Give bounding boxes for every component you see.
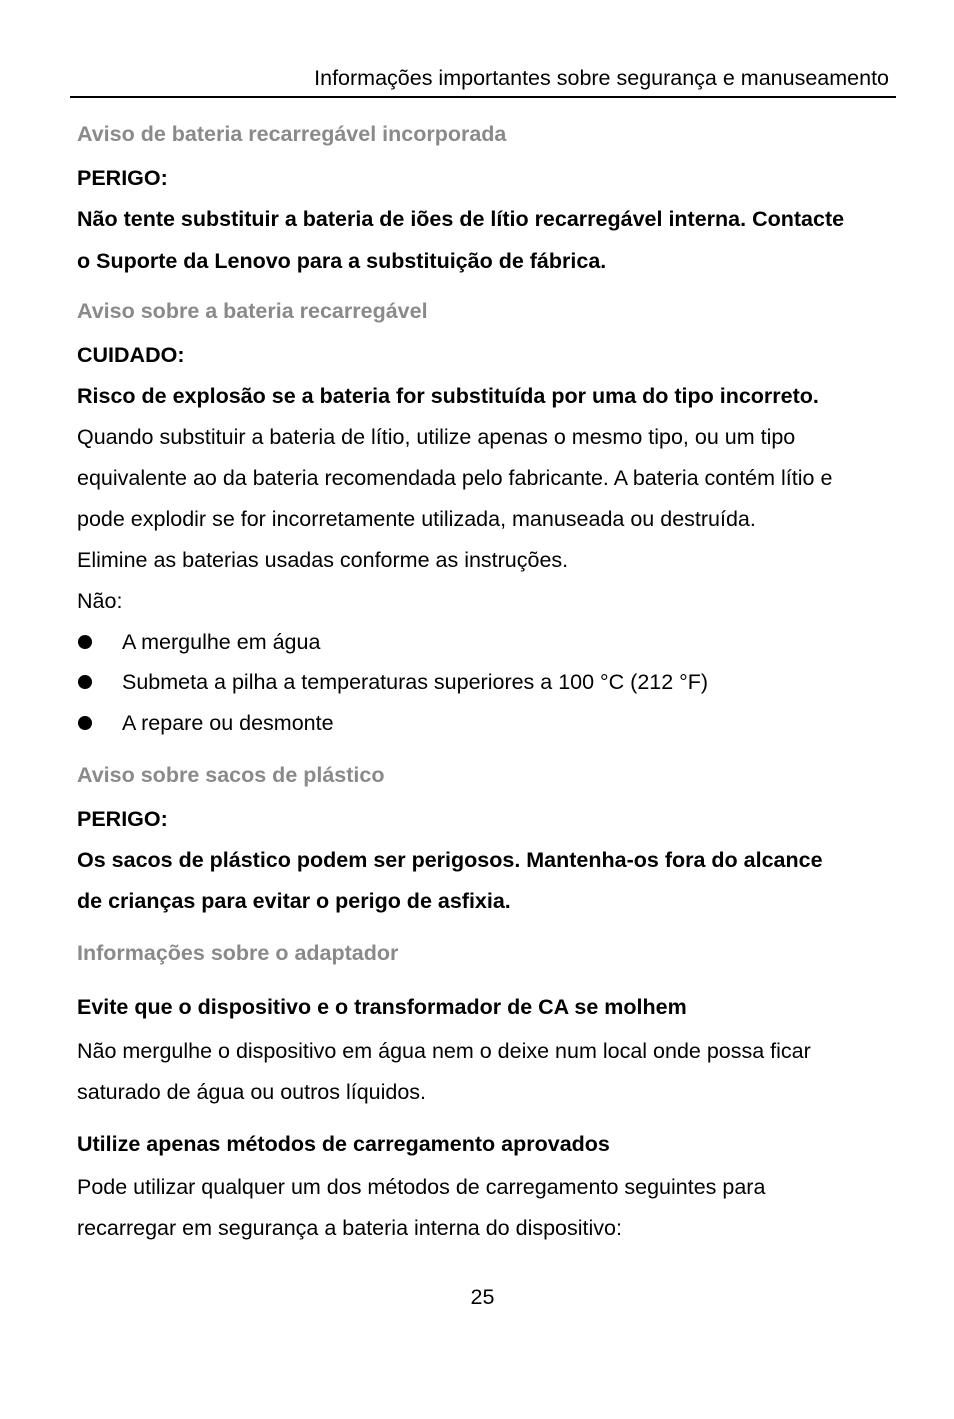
body-text-line: pode explodir se for incorretamente utilizada, manuseada ou destruída. <box>77 507 756 531</box>
danger-text-line: o Suporte da Lenovo para a substituição de fábrica. <box>77 249 607 273</box>
danger-text-line: Os sacos de plástico podem ser perigosos. Mantenha-os fora do alcance <box>77 848 823 872</box>
bullet-icon <box>78 716 92 730</box>
bullet-icon <box>78 635 92 649</box>
body-text-line: Pode utilizar qualquer um dos métodos de carregamento seguintes para <box>77 1175 766 1199</box>
body-text-line: Não mergulhe o dispositivo em água nem o deixe num local onde possa ficar <box>77 1039 811 1063</box>
section-heading: Aviso sobre sacos de plástico <box>77 763 385 787</box>
caution-label: CUIDADO: <box>77 343 185 367</box>
section-heading: Aviso de bateria recarregável incorporada <box>77 122 507 146</box>
body-text-line: equivalente ao da bateria recomendada pelo fabricante. A bateria contém lítio e <box>77 466 833 490</box>
body-text-line: Não: <box>77 589 123 613</box>
danger-text-line: Não tente substituir a bateria de iões de lítio recarregável interna. Contacte <box>77 207 845 231</box>
body-text-line: recarregar em segurança a bateria interna do dispositivo: <box>77 1216 622 1240</box>
caution-warning: Risco de explosão se a bateria for substituída por uma do tipo incorreto. <box>77 384 819 408</box>
subsection-title: Evite que o dispositivo e o transformador de CA se molhem <box>77 995 687 1019</box>
header-rule <box>70 96 896 98</box>
list-item: A repare ou desmonte <box>122 711 334 735</box>
body-text-line: saturado de água ou outros líquidos. <box>77 1080 427 1104</box>
bullet-icon <box>78 675 92 689</box>
running-header: Informações importantes sobre segurança e manuseamento <box>314 66 889 90</box>
danger-label: PERIGO: <box>77 166 168 190</box>
danger-label: PERIGO: <box>77 807 168 831</box>
section-heading: Informações sobre o adaptador <box>77 941 399 965</box>
body-text-line: Elimine as baterias usadas conforme as instruções. <box>77 548 569 572</box>
page-number: 25 <box>470 1285 495 1309</box>
list-item: Submeta a pilha a temperaturas superiores a 100 °C (212 °F) <box>122 670 709 694</box>
subsection-title: Utilize apenas métodos de carregamento aprovados <box>77 1132 610 1156</box>
list-item: A mergulhe em água <box>122 630 321 654</box>
section-heading: Aviso sobre a bateria recarregável <box>77 299 428 323</box>
danger-text-line: de crianças para evitar o perigo de asfixia. <box>77 889 511 913</box>
body-text-line: Quando substituir a bateria de lítio, utilize apenas o mesmo tipo, ou um tipo <box>77 425 796 449</box>
